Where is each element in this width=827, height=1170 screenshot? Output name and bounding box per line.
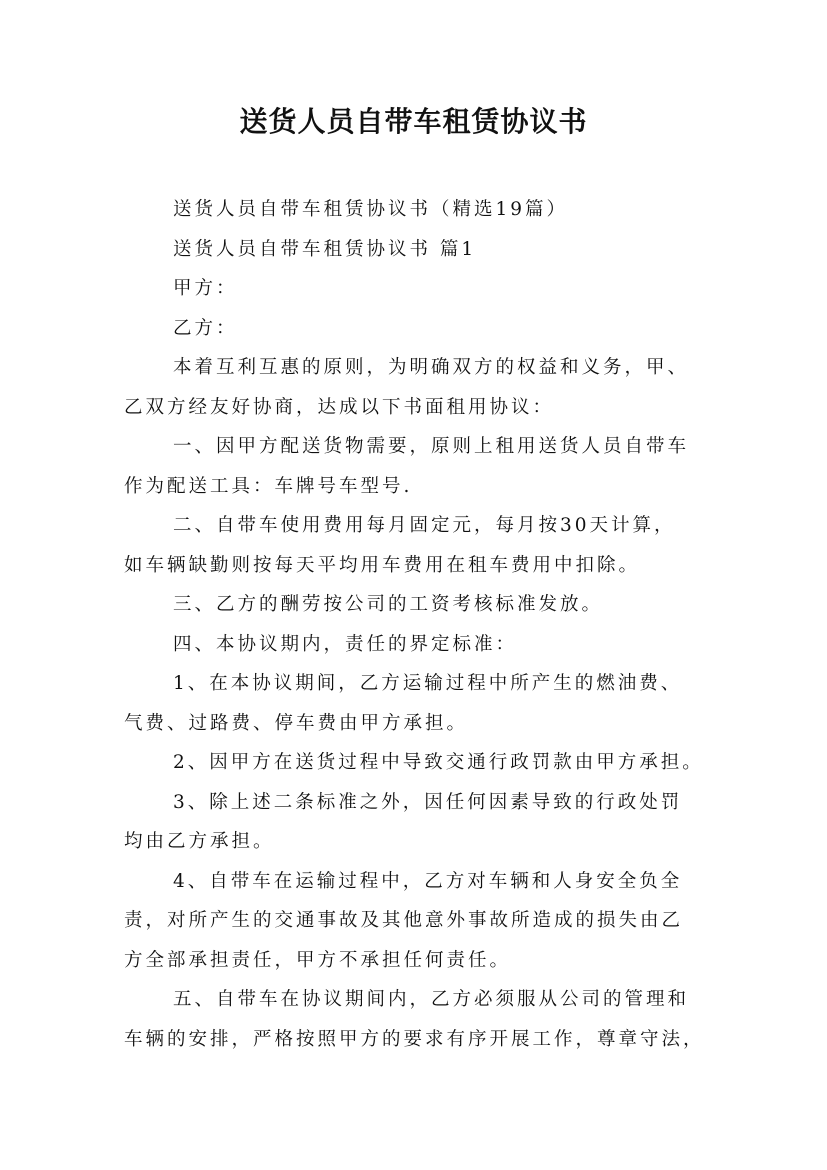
paragraph-line: 2、因甲方在送货过程中导致交通行政罚款由甲方承担。 bbox=[173, 752, 704, 773]
paragraph-line: 作为配送工具：车牌号车型号. bbox=[124, 475, 413, 497]
paragraph-line: 二、自带车使用费用每月固定元，每月按30天计算， bbox=[173, 515, 676, 536]
paragraph-line: 气费、过路费、停车费由甲方承担。 bbox=[124, 712, 469, 734]
paragraph-line: 1、在本协议期间，乙方运输过程中所产生的燃油费、 bbox=[173, 673, 683, 694]
party-a-line: 甲方： bbox=[173, 278, 238, 299]
paragraph-line: 如车辆缺勤则按每天平均用车费用在租车费用中扣除。 bbox=[124, 554, 641, 576]
paragraph-line: 责，对所产生的交通事故及其他意外事故所造成的损失由乙 bbox=[124, 910, 684, 931]
section-heading-line: 送货人员自带车租赁协议书 篇1 bbox=[173, 238, 477, 260]
subtitle-line: 送货人员自带车租赁协议书（精选19篇） bbox=[173, 199, 569, 220]
paragraph-line: 三、乙方的酬劳按公司的工资考核标准发放。 bbox=[173, 594, 604, 615]
paragraph-line: 车辆的安排，严格按照甲方的要求有序开展工作，尊章守法， bbox=[124, 1028, 705, 1050]
paragraph-line: 一、因甲方配送货物需要，原则上租用送货人员自带车 bbox=[173, 436, 690, 457]
paragraph-line: 本着互利互惠的原则，为明确双方的权益和义务，甲、 bbox=[173, 357, 690, 378]
paragraph-line: 4、自带车在运输过程中，乙方对车辆和人身安全负全 bbox=[173, 870, 683, 892]
paragraph-line: 四、本协议期内，责任的界定标准： bbox=[173, 633, 518, 655]
paragraph-line: 3、除上述二条标准之外，因任何因素导致的行政处罚 bbox=[173, 791, 683, 813]
paragraph-line: 乙双方经友好协商，达成以下书面租用协议： bbox=[124, 396, 555, 418]
paragraph-line: 均由乙方承担。 bbox=[124, 831, 275, 852]
paragraph-line: 方全部承担责任，甲方不承担任何责任。 bbox=[124, 949, 512, 971]
party-b-line: 乙方： bbox=[173, 317, 238, 339]
document-title: 送货人员自带车租赁协议书 bbox=[239, 105, 588, 138]
document-body bbox=[124, 190, 704, 1059]
paragraph-line: 五、自带车在协议期间内，乙方必须服从公司的管理和 bbox=[173, 989, 690, 1010]
